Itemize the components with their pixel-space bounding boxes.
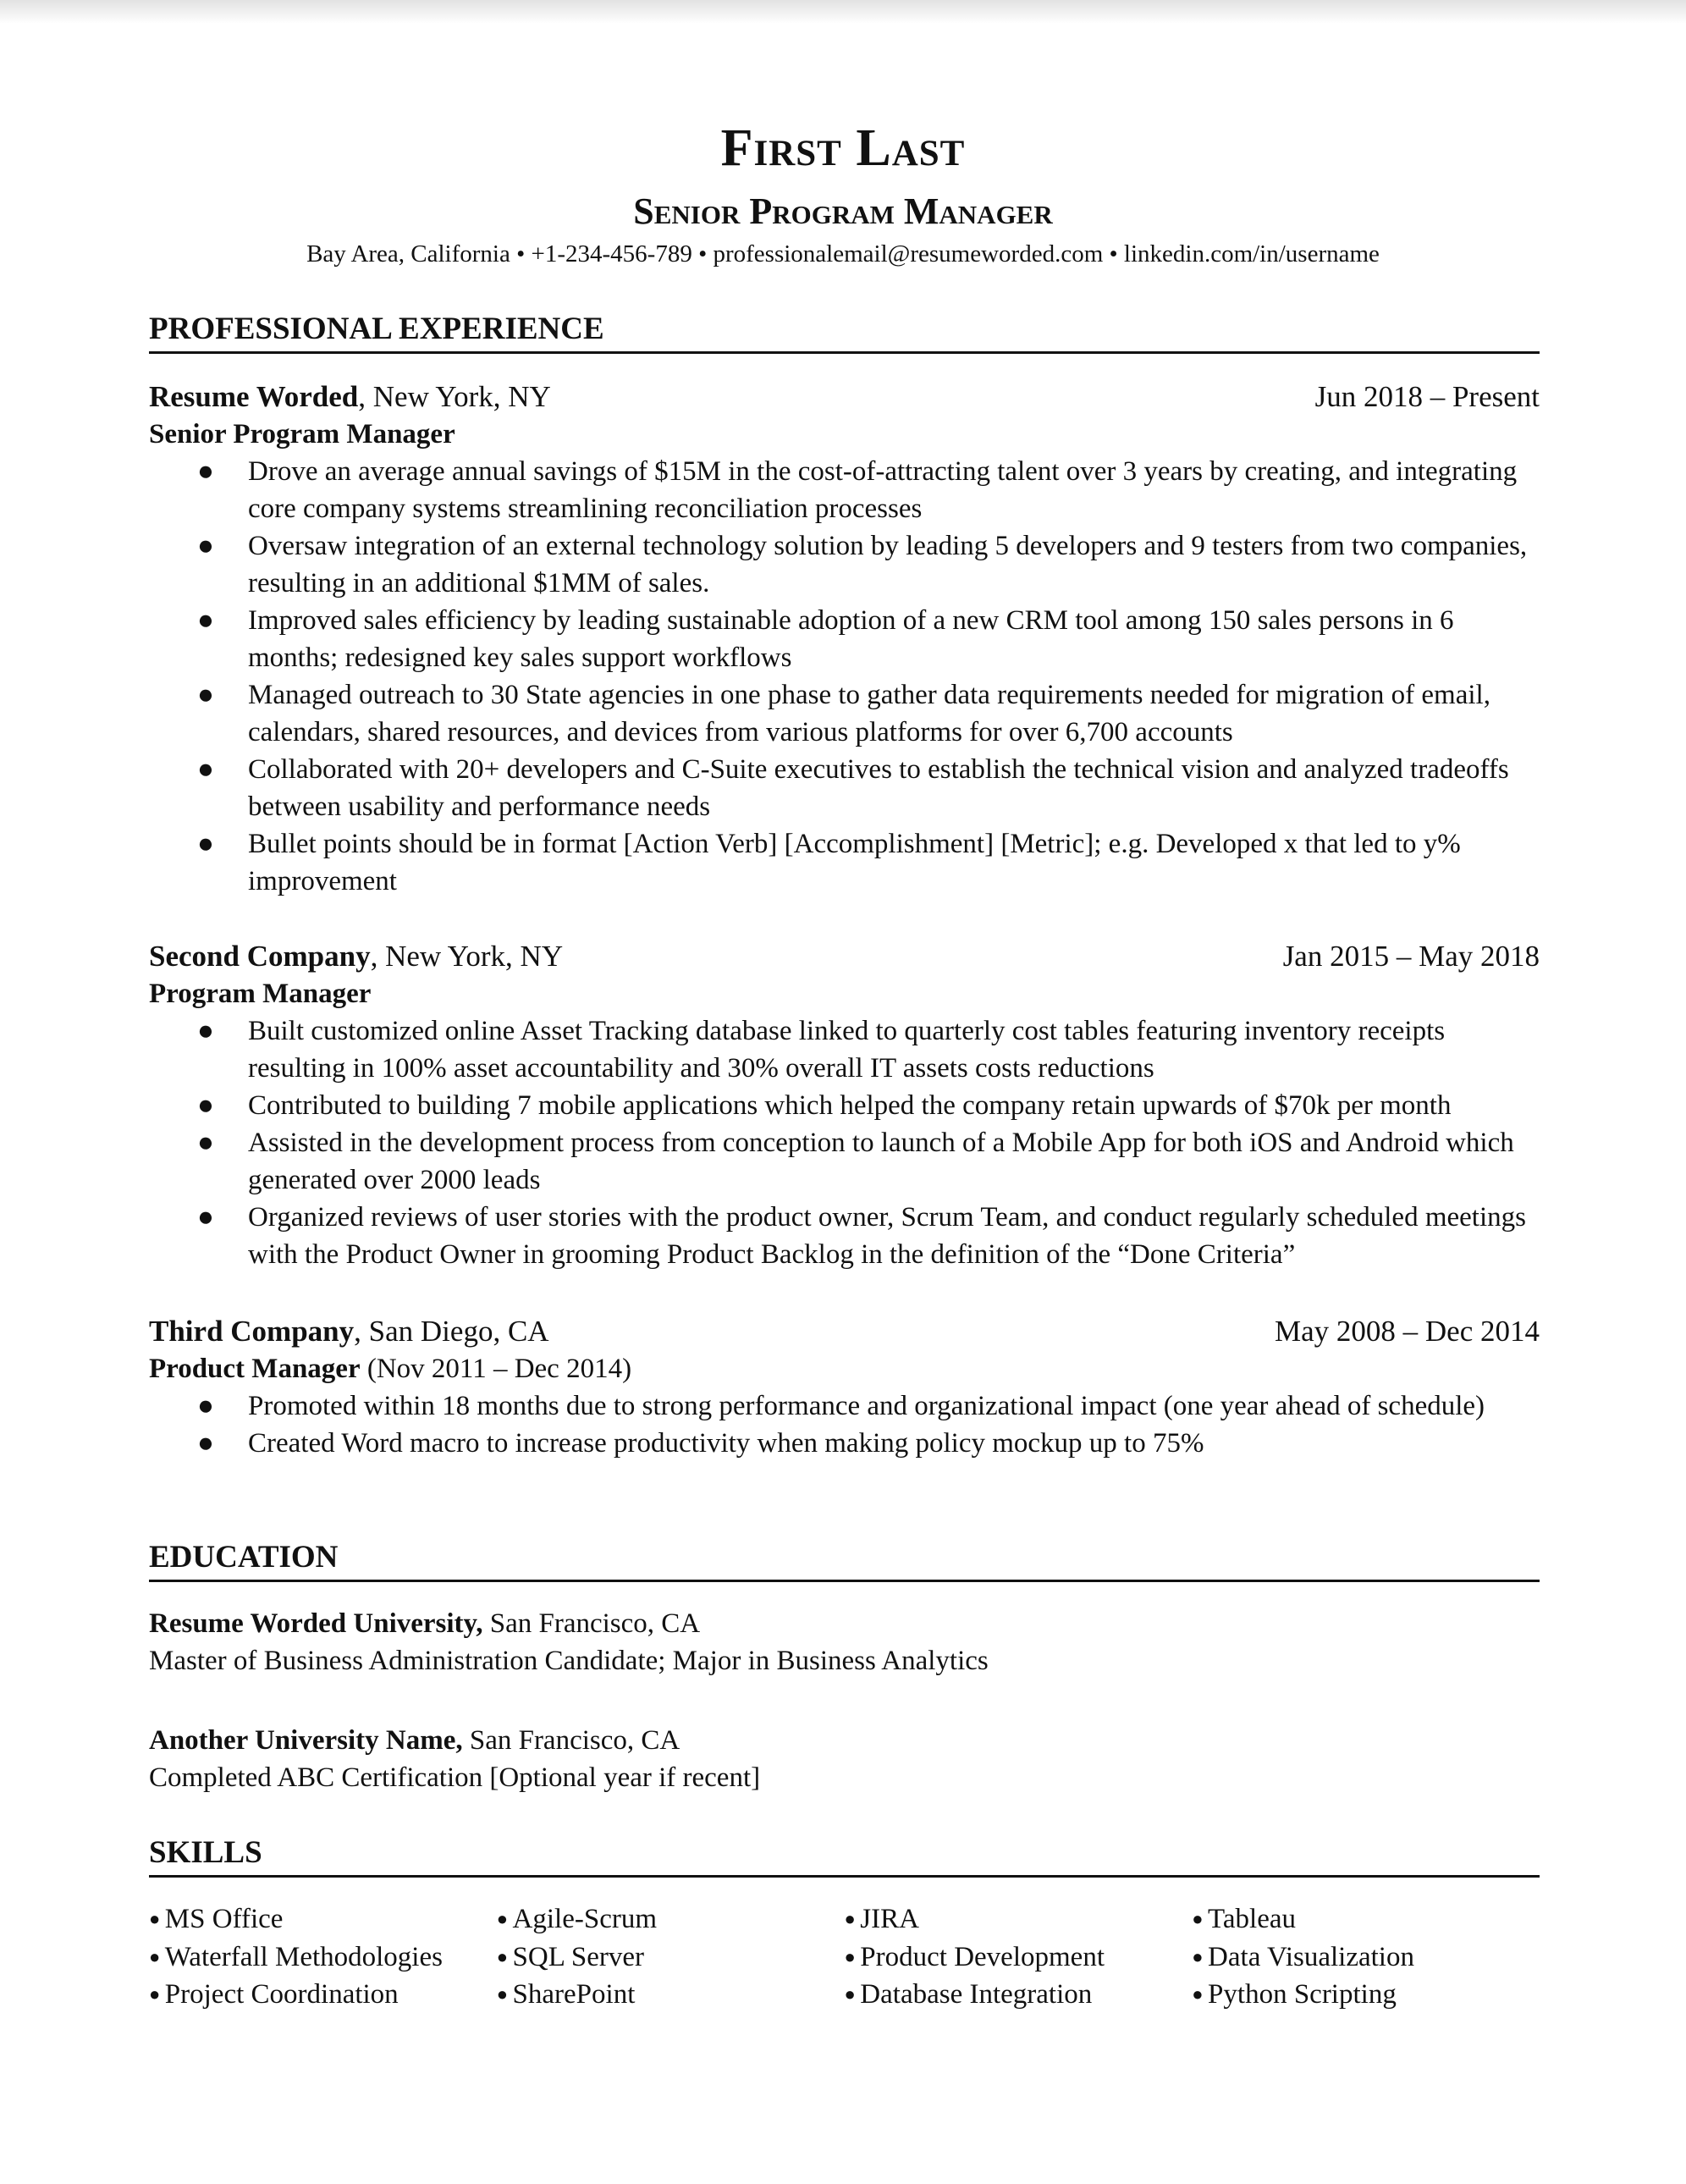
skills-column — [149, 1900, 497, 2014]
experience-section — [149, 311, 1540, 354]
degree: Completed ABC Certification [Optional year if recent] — [149, 1762, 761, 1793]
bullet-text: Improved sales efficiency by leading sustainable adoption of a new CRM tool among 150 sales persons in 6 months; redesigned key sales support workflows — [248, 605, 1454, 673]
skill-item — [1192, 1976, 1540, 2014]
bullet-text: Promoted within 18 months due to strong performance and organizational impact (one year ahead of schedule) — [248, 1391, 1485, 1421]
company-name: Resume Worded — [149, 380, 359, 413]
section-heading: EDUCATION — [149, 1539, 1540, 1582]
job-entry — [149, 1313, 1540, 1462]
bullet-item — [149, 751, 1540, 825]
skill-label: JIRA — [860, 1904, 919, 1934]
skill-item — [497, 1900, 845, 1939]
bullet-item — [149, 602, 1540, 676]
company-location: , San Diego, CA — [354, 1315, 549, 1348]
bullet-icon: ● — [1192, 1983, 1209, 2005]
section-heading: PROFESSIONAL EXPERIENCE — [149, 311, 1540, 354]
bullet-text: Managed outreach to 30 State agencies in one phase to gather data requirements needed for migration of email, calendars, shared resources, and devices from various platforms for over 6,700 accounts — [248, 680, 1490, 747]
bullet-item — [149, 825, 1540, 900]
skill-label: SQL Server — [512, 1941, 645, 1972]
top-shadow — [0, 0, 1686, 24]
bullet-item — [149, 1087, 1540, 1124]
bullet-icon: ● — [197, 605, 214, 636]
bullet-icon: ● — [197, 1428, 214, 1459]
skill-label: SharePoint — [512, 1979, 636, 2010]
bullet-icon: ● — [496, 1983, 513, 2005]
degree: Master of Business Administration Candidate; Major in Business Analytics — [149, 1646, 989, 1676]
skill-label: Agile-Scrum — [512, 1904, 658, 1934]
skill-label: Data Visualization — [1208, 1941, 1414, 1972]
education-entry — [149, 1722, 1540, 1796]
bullet-icon: ● — [149, 1945, 165, 1967]
skill-label: Waterfall Methodologies — [164, 1941, 443, 1972]
bullet-icon: ● — [197, 531, 214, 561]
bullet-icon: ● — [844, 1945, 861, 1967]
bullet-text: Bullet points should be in format [Action Verb] [Accomplishment] [Metric]; e.g. Developed x that led to y% improvement — [248, 829, 1461, 896]
bullet-icon: ● — [197, 1391, 214, 1421]
company-name: Second Company — [149, 940, 371, 973]
skill-item — [845, 1939, 1193, 1977]
company-location: , New York, NY — [358, 380, 551, 413]
skill-item — [149, 1939, 497, 1977]
bullet-icon: ● — [844, 1983, 861, 2005]
school-name: Resume Worded University, — [149, 1608, 483, 1639]
bullet-item — [149, 676, 1540, 751]
skill-item — [497, 1939, 845, 1977]
skills-section — [149, 1834, 1540, 1878]
bullet-item — [149, 1387, 1540, 1425]
role-dates: (Nov 2011 – Dec 2014) — [360, 1354, 632, 1384]
bullet-icon: ● — [197, 1128, 214, 1158]
skills-column — [1192, 1900, 1540, 2014]
bullet-icon: ● — [197, 1202, 214, 1233]
candidate-name: First Last — [720, 119, 966, 177]
job-role: Senior Program Manager — [149, 419, 455, 449]
company-name: Third Company — [149, 1315, 355, 1348]
bullet-icon: ● — [1192, 1945, 1209, 1967]
bullet-text: Assisted in the development process from conception to launch of a Mobile App for both iOS and Android which generated over 2000 leads — [248, 1128, 1514, 1195]
bullet-item — [149, 1199, 1540, 1273]
skill-label: Product Development — [860, 1941, 1105, 1972]
bullet-icon: ● — [149, 1983, 165, 2005]
section-heading: SKILLS — [149, 1834, 1540, 1878]
bullet-text: Contributed to building 7 mobile applications which helped the company retain upwards of $70k per month — [248, 1090, 1452, 1121]
job-role: Program Manager — [149, 979, 372, 1009]
bullet-icon: ● — [496, 1945, 513, 1967]
bullet-text: Oversaw integration of an external technology solution by leading 5 developers and 9 testers from two companies, resulting in an additional $1MM of sales. — [248, 531, 1528, 598]
skills-column — [845, 1900, 1193, 2014]
candidate-title: Senior Program Manager — [633, 190, 1053, 232]
skill-item — [1192, 1939, 1540, 1977]
bullet-text: Organized reviews of user stories with the product owner, Scrum Team, and conduct regularly scheduled meetings with the Product Owner in grooming Product Backlog in the definition of the “Done Criteria” — [248, 1202, 1526, 1270]
contact-line: Bay Area, California • +1-234-456-789 • professionalemail@resumeworded.com • linkedin.com/in/username — [306, 240, 1380, 267]
skill-label: Database Integration — [860, 1979, 1093, 2010]
bullet-text: Built customized online Asset Tracking database linked to quarterly cost tables featuring inventory receipts resulting in 100% asset accountability and 30% overall IT assets costs reductions — [248, 1016, 1446, 1084]
skill-item — [149, 1900, 497, 1939]
bullet-item — [149, 527, 1540, 602]
company-location: , New York, NY — [370, 940, 564, 973]
skill-item — [1192, 1900, 1540, 1939]
job-entry — [149, 378, 1540, 900]
bullet-icon: ● — [197, 1016, 214, 1046]
job-dates: May 2008 – Dec 2014 — [1274, 1315, 1540, 1348]
bullet-icon: ● — [496, 1908, 513, 1929]
bullet-icon: ● — [197, 1090, 214, 1121]
skill-label: Tableau — [1208, 1904, 1297, 1934]
school-location: San Francisco, CA — [482, 1608, 701, 1639]
education-section — [149, 1539, 1540, 1582]
bullet-icon: ● — [149, 1908, 165, 1929]
bullet-icon: ● — [197, 456, 214, 487]
bullet-text: Drove an average annual savings of $15M in the cost-of-attracting talent over 3 years by creating, and integrating core company systems streamlining reconciliation processes — [248, 456, 1518, 524]
job-dates: Jun 2018 – Present — [1314, 380, 1540, 413]
skill-label: Python Scripting — [1208, 1979, 1397, 2010]
job-role: Product Manager — [149, 1354, 361, 1384]
skills-column — [497, 1900, 845, 2014]
education-entry — [149, 1605, 1540, 1679]
bullet-text: Collaborated with 20+ developers and C-Suite executives to establish the technical vision and analyzed tradeoffs between usability and performance needs — [248, 754, 1509, 822]
bullet-item — [149, 1425, 1540, 1462]
skill-item — [497, 1976, 845, 2014]
school-location: San Francisco, CA — [462, 1725, 680, 1756]
bullet-icon: ● — [197, 680, 214, 710]
skill-item — [845, 1976, 1193, 2014]
skills-list — [149, 1900, 1540, 2014]
bullet-icon: ● — [197, 754, 214, 785]
skill-label: Project Coordination — [164, 1979, 399, 2010]
bullet-item — [149, 453, 1540, 527]
job-dates: Jan 2015 – May 2018 — [1282, 940, 1540, 973]
job-entry — [149, 938, 1540, 1273]
skill-label: MS Office — [164, 1904, 284, 1934]
bullet-item — [149, 1124, 1540, 1199]
bullet-icon: ● — [197, 829, 214, 859]
skill-item — [845, 1900, 1193, 1939]
skill-item — [149, 1976, 497, 2014]
school-name: Another University Name, — [149, 1725, 463, 1756]
bullet-item — [149, 1012, 1540, 1087]
bullet-icon: ● — [1192, 1908, 1209, 1929]
bullet-text: Created Word macro to increase productivity when making policy mockup up to 75% — [248, 1428, 1204, 1459]
bullet-icon: ● — [844, 1908, 861, 1929]
